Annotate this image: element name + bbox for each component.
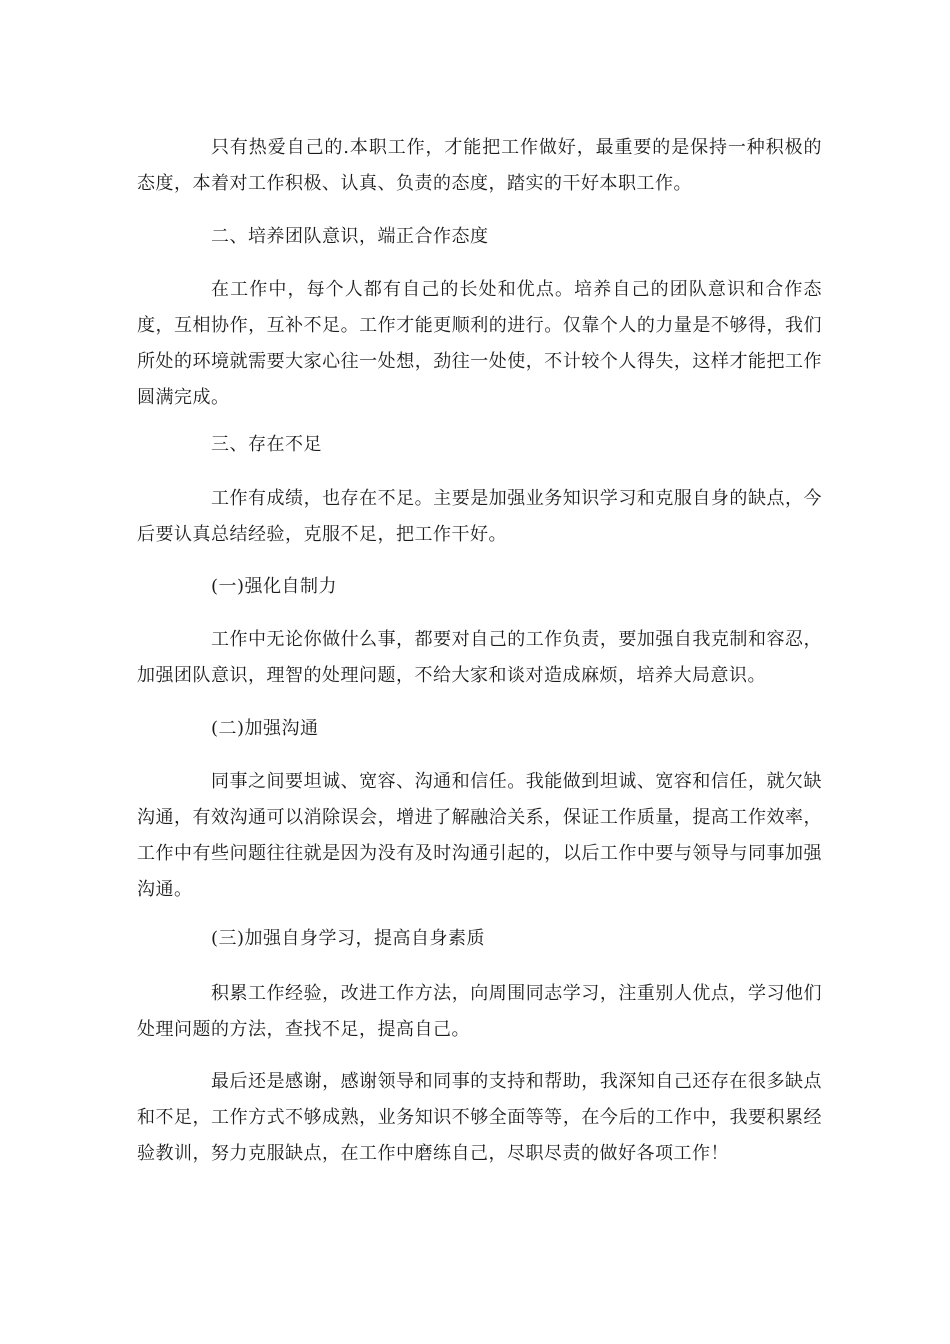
heading-team-awareness: 二、培养团队意识，端正合作态度 xyxy=(211,226,489,247)
paragraph-self-learning: 积累工作经验，改进工作方法，向周围同志学习，注重别人优点，学习他们处理问题的方法，查找不足，提高自己。 xyxy=(137,983,822,1040)
heading-shortcomings: 三、存在不足 xyxy=(211,434,322,455)
paragraph-communication: 同事之间要坦诚、宽容、沟通和信任。我能做到坦诚、宽容和信任，就欠缺沟通，有效沟通可以消除误会，增进了解融洽关系，保证工作质量，提高工作效率，工作中有些问题往往就是因为没有及时沟通引起的，以后工作中要与领导与同事加强沟通。 xyxy=(137,771,822,900)
paragraph-shortcomings: 工作有成绩，也存在不足。主要是加强业务知识学习和克服自身的缺点，今后要认真总结经验，克服不足，把工作干好。 xyxy=(137,488,822,545)
paragraph-teamwork: 在工作中，每个人都有自己的长处和优点。培养自己的团队意识和合作态度，互相协作，互补不足。工作才能更顺利的进行。仅靠个人的力量是不够得，我们所处的环境就需要大家心往一处想，劲往一处使，不计较个人得失，这样才能把工作圆满完成。 xyxy=(137,279,822,408)
heading-self-control: (一)强化自制力 xyxy=(211,576,338,597)
heading-self-learning: (三)加强自身学习，提高自身素质 xyxy=(211,928,486,949)
heading-communication: (二)加强沟通 xyxy=(211,718,319,739)
paragraph-work-attitude: 只有热爱自己的.本职工作，才能把工作做好，最重要的是保持一种积极的态度，本着对工作积极、认真、负责的态度，踏实的干好本职工作。 xyxy=(137,137,822,194)
paragraph-self-control: 工作中无论你做什么事，都要对自己的工作负责，要加强自我克制和容忍，加强团队意识，理智的处理问题，不给大家和谈对造成麻烦，培养大局意识。 xyxy=(137,629,822,686)
paragraph-closing-thanks: 最后还是感谢，感谢领导和同事的支持和帮助，我深知自己还存在很多缺点和不足，工作方式不够成熟，业务知识不够全面等等，在今后的工作中，我要积累经验教训，努力克服缺点，在工作中磨练自己，尽职尽责的做好各项工作！ xyxy=(137,1071,822,1164)
